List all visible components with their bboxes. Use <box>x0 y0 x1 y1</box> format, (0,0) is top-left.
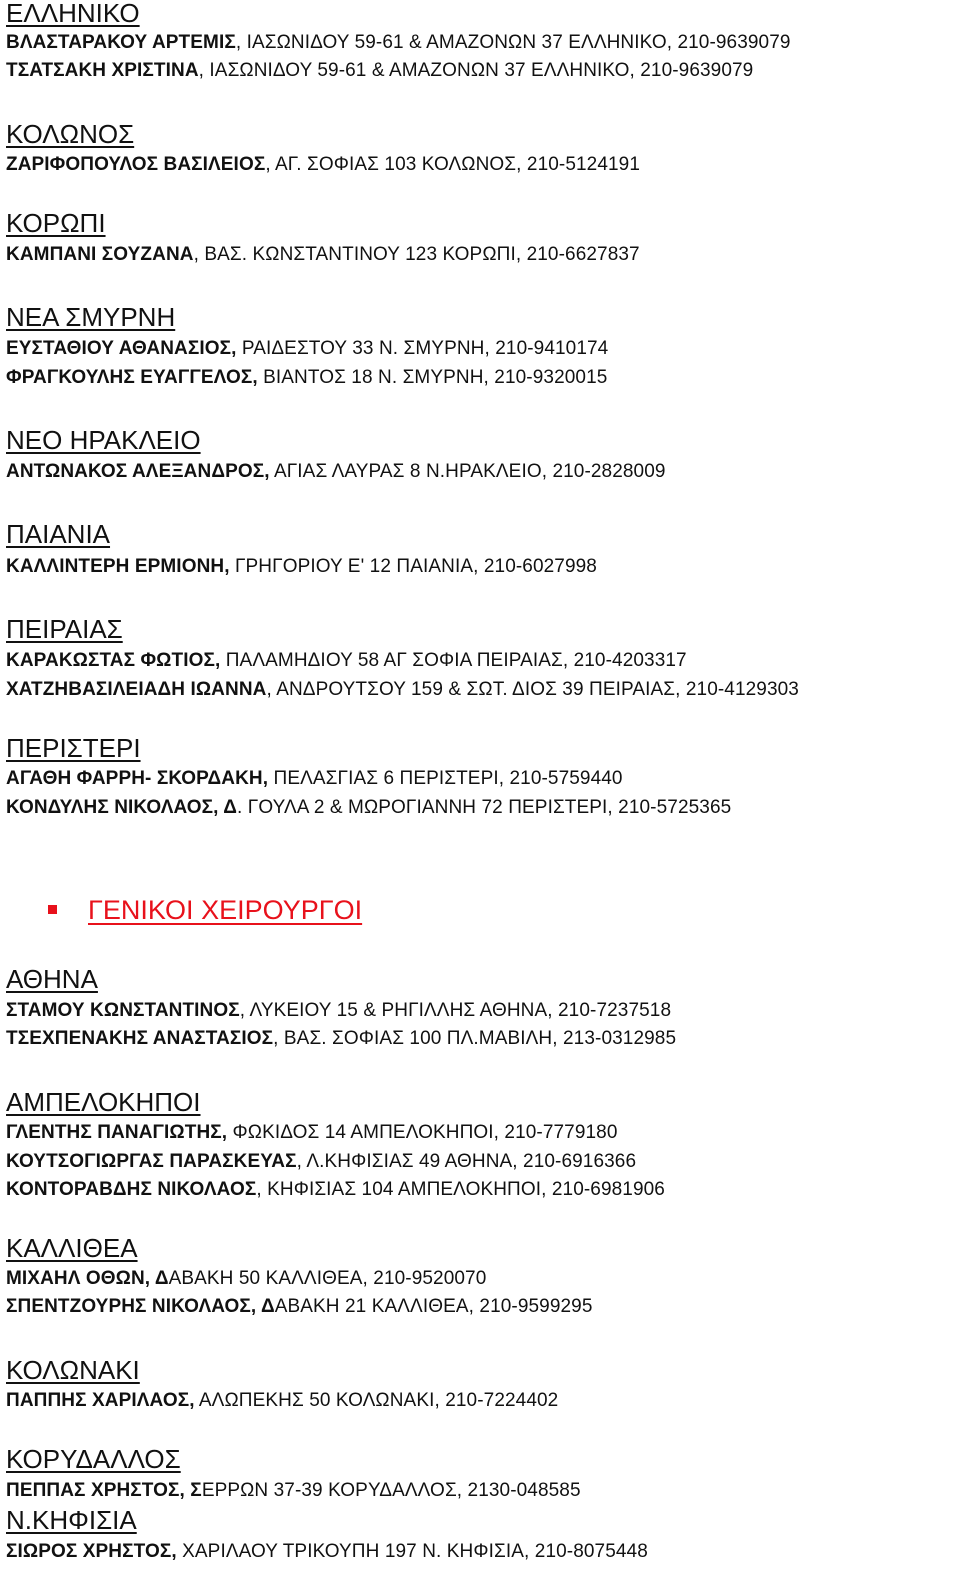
section-title: ΓΕΝΙΚΟΙ ΧΕΙΡΟΥΡΓΟΙ <box>88 895 363 925</box>
doctor-entry <box>6 1389 558 1413</box>
doctor-details: ΑΓΙΑΣ ΛΑΥΡΑΣ 8 Ν.ΗΡΑΚΛΕΙΟ, 210-2828009 <box>269 461 666 482</box>
doctor-name: ΤΣΑΤΣΑΚΗ ΧΡΙΣΤΙΝΑ <box>6 60 199 81</box>
area-heading: ΠΕΡΙΣΤΕΡΙ <box>6 733 141 763</box>
area-heading: ΝΕΑ ΣΜΥΡΝΗ <box>6 302 176 332</box>
doctor-name: ΚΟΝΔΥΛΗΣ ΝΙΚΟΛΑΟΣ, Δ <box>6 797 237 818</box>
doctor-details: ΠΕΛΑΣΓΙΑΣ 6 ΠΕΡΙΣΤΕΡΙ, 210-5759440 <box>268 768 623 789</box>
doctor-name: ΚΑΛΛΙΝΤΕΡΗ ΕΡΜΙΟΝΗ, <box>6 556 230 577</box>
doctor-details: , ΑΓ. ΣΟΦΙΑΣ 103 ΚΟΛΩΝΟΣ, 210-5124191 <box>265 154 641 175</box>
doctor-name: ΕΥΣΤΑΘΙΟΥ ΑΘΑΝΑΣΙΟΣ, <box>6 338 237 359</box>
doctor-entry <box>6 337 608 361</box>
area-heading: ΑΜΠΕΛΟΚΗΠΟΙ <box>6 1087 201 1117</box>
doctor-entry <box>6 796 731 820</box>
doctor-entry <box>6 649 687 673</box>
doctor-name: ΒΛΑΣΤΑΡΑΚΟΥ ΑΡΤΕΜΙΣ <box>6 32 236 53</box>
doctor-name: ΠΑΠΠΗΣ ΧΑΡΙΛΑΟΣ, <box>6 1390 195 1411</box>
doctor-entry <box>6 999 671 1023</box>
area-heading: ΚΑΛΛΙΘΕΑ <box>6 1233 138 1263</box>
doctor-details: ΑΒΑΚΗ 50 ΚΑΛΛΙΘΕΑ, 210-9520070 <box>168 1268 487 1289</box>
doctor-entry <box>6 1295 593 1319</box>
area-heading: ΚΟΡΥΔΑΛΛΟΣ <box>6 1444 181 1474</box>
doctor-entry <box>6 153 640 177</box>
doctor-details: , ΛΥΚΕΙΟΥ 15 & ΡΗΓΙΛΛΗΣ ΑΘΗΝΑ, 210-7237518 <box>239 1000 672 1021</box>
doctor-entry <box>6 366 607 390</box>
doctor-name: ΧΑΤΖΗΒΑΣΙΛΕΙΑΔΗ ΙΩΑΝΝΑ <box>6 679 267 700</box>
doctor-name: ΤΣΕΧΠΕΝΑΚΗΣ ΑΝΑΣΤΑΣΙΟΣ <box>6 1028 274 1049</box>
doctor-name: ΑΓΑΘΗ ΦΑΡΡΗ- ΣΚΟΡΔΑΚΗ, <box>6 768 269 789</box>
doctor-details: ΡΑΙΔΕΣΤΟΥ 33 Ν. ΣΜΥΡΝΗ, 210-9410174 <box>236 338 609 359</box>
area-heading: ΠΕΙΡΑΙΑΣ <box>6 614 123 644</box>
doctor-entry <box>6 555 597 579</box>
doctor-name: ΑΝΤΩΝΑΚΟΣ ΑΛΕΞΑΝΔΡΟΣ, <box>6 461 270 482</box>
doctor-name: ΚΟΥΤΣΟΓΙΩΡΓΑΣ ΠΑΡΑΣΚΕΥΑΣ <box>6 1151 297 1172</box>
doctor-name: ΠΕΠΠΑΣ ΧΡΗΣΤΟΣ, Σ <box>6 1480 202 1501</box>
doctor-entry <box>6 1178 665 1202</box>
doctor-details: , ΑΝΔΡΟΥΤΣΟΥ 159 & ΣΩΤ. ΔΙΟΣ 39 ΠΕΙΡΑΙΑΣ, 210-4129303 <box>266 679 799 700</box>
area-heading: ΚΟΡΩΠΙ <box>6 208 106 238</box>
doctor-name: ΣΤΑΜΟΥ ΚΩΝΣΤΑΝΤΙΝΟΣ <box>6 1000 240 1021</box>
doctor-entry <box>6 1121 618 1145</box>
doctor-entry <box>6 1027 676 1051</box>
doctor-details: ΠΑΛΑΜΗΔΙΟΥ 58 ΑΓ ΣΟΦΙΑ ΠΕΙΡΑΙΑΣ, 210-4203317 <box>220 650 687 671</box>
area-heading: ΚΟΛΩΝΟΣ <box>6 119 135 149</box>
doctor-details: ΕΡΡΩΝ 37-39 ΚΟΡΥΔΑΛΛΟΣ, 2130-048585 <box>201 1480 581 1501</box>
doctor-name: ΚΑΜΠΑΝΙ ΣΟΥΖΑΝΑ <box>6 244 194 265</box>
doctor-details: , ΚΗΦΙΣΙΑΣ 104 ΑΜΠΕΛΟΚΗΠΟΙ, 210-6981906 <box>256 1179 665 1200</box>
doctor-details: , ΙΑΣΩΝΙΔΟΥ 59-61 & ΑΜΑΖΟΝΩΝ 37 ΕΛΛΗΝΙΚΟ, 210-9639079 <box>235 32 791 53</box>
doctor-entry <box>6 1267 486 1291</box>
doctor-name: ΚΟΝΤΟΡΑΒΔΗΣ ΝΙΚΟΛΑΟΣ <box>6 1179 257 1200</box>
doctor-details: , ΙΑΣΩΝΙΔΟΥ 59-61 & ΑΜΑΖΟΝΩΝ 37 ΕΛΛΗΝΙΚΟ, 210-9639079 <box>198 60 754 81</box>
doctor-details: . ΓΟΥΛΑ 2 & ΜΩΡΟΓΙΑΝΝΗ 72 ΠΕΡΙΣΤΕΡΙ, 210-5725365 <box>237 797 732 818</box>
doctor-name: ΖΑΡΙΦΟΠΟΥΛΟΣ ΒΑΣΙΛΕΙΟΣ <box>6 154 266 175</box>
doctor-name: ΦΡΑΓΚΟΥΛΗΣ ΕΥΑΓΓΕΛΟΣ, <box>6 367 258 388</box>
doctor-entry <box>6 678 799 702</box>
area-heading: ΚΟΛΩΝΑΚΙ <box>6 1355 140 1385</box>
doctor-entry <box>6 59 753 83</box>
doctor-name: ΚΑΡΑΚΩΣΤΑΣ ΦΩΤΙΟΣ, <box>6 650 221 671</box>
doctor-entry <box>6 1540 648 1564</box>
section-bullet-icon <box>48 905 57 914</box>
area-heading: ΑΘΗΝΑ <box>6 964 98 994</box>
doctor-entry <box>6 31 791 55</box>
doctor-entry <box>6 767 623 791</box>
area-heading: Ν.ΚΗΦΙΣΙΑ <box>6 1505 137 1535</box>
doctor-entry <box>6 243 640 267</box>
doctor-details: ΓΡΗΓΟΡΙΟΥ Ε' 12 ΠΑΙΑΝΙΑ, 210-6027998 <box>229 556 597 577</box>
doctor-details: ΧΑΡΙΛΑΟΥ ΤΡΙΚΟΥΠΗ 197 Ν. ΚΗΦΙΣΙΑ, 210-8075448 <box>176 1541 648 1562</box>
area-heading: ΝΕΟ ΗΡΑΚΛΕΙΟ <box>6 425 201 455</box>
doctor-entry <box>6 1150 636 1174</box>
doctor-name: ΣΙΩΡΟΣ ΧΡΗΣΤΟΣ, <box>6 1541 177 1562</box>
doctor-name: ΜΙΧΑΗΛ ΟΘΩΝ, Δ <box>6 1268 169 1289</box>
doctor-name: ΣΠΕΝΤΖΟΥΡΗΣ ΝΙΚΟΛΑΟΣ, Δ <box>6 1296 275 1317</box>
doctor-details: , ΒΑΣ. ΣΟΦΙΑΣ 100 ΠΛ.ΜΑΒΙΛΗ, 213-0312985 <box>273 1028 677 1049</box>
area-heading: ΕΛΛΗΝΙΚΟ <box>6 0 140 28</box>
area-heading: ΠΑΙΑΝΙΑ <box>6 519 111 549</box>
doctor-details: , ΒΑΣ. ΚΩΝΣΤΑΝΤΙΝΟΥ 123 ΚΟΡΩΠΙ, 210-6627837 <box>193 244 640 265</box>
doctor-details: ΑΒΑΚΗ 21 ΚΑΛΛΙΘΕΑ, 210-9599295 <box>274 1296 593 1317</box>
doctor-details: , Λ.ΚΗΦΙΣΙΑΣ 49 ΑΘΗΝΑ, 210-6916366 <box>296 1151 637 1172</box>
doctor-name: ΓΛΕΝΤΗΣ ΠΑΝΑΓΙΩΤΗΣ, <box>6 1122 228 1143</box>
doctor-entry <box>6 460 666 484</box>
doctor-details: ΦΩΚΙΔΟΣ 14 ΑΜΠΕΛΟΚΗΠΟΙ, 210-7779180 <box>227 1122 618 1143</box>
doctor-entry <box>6 1479 581 1503</box>
doctor-details: ΒΙΑΝΤΟΣ 18 Ν. ΣΜΥΡΝΗ, 210-9320015 <box>257 367 608 388</box>
doctor-details: ΑΛΩΠΕΚΗΣ 50 ΚΟΛΩΝΑΚΙ, 210-7224402 <box>194 1390 559 1411</box>
